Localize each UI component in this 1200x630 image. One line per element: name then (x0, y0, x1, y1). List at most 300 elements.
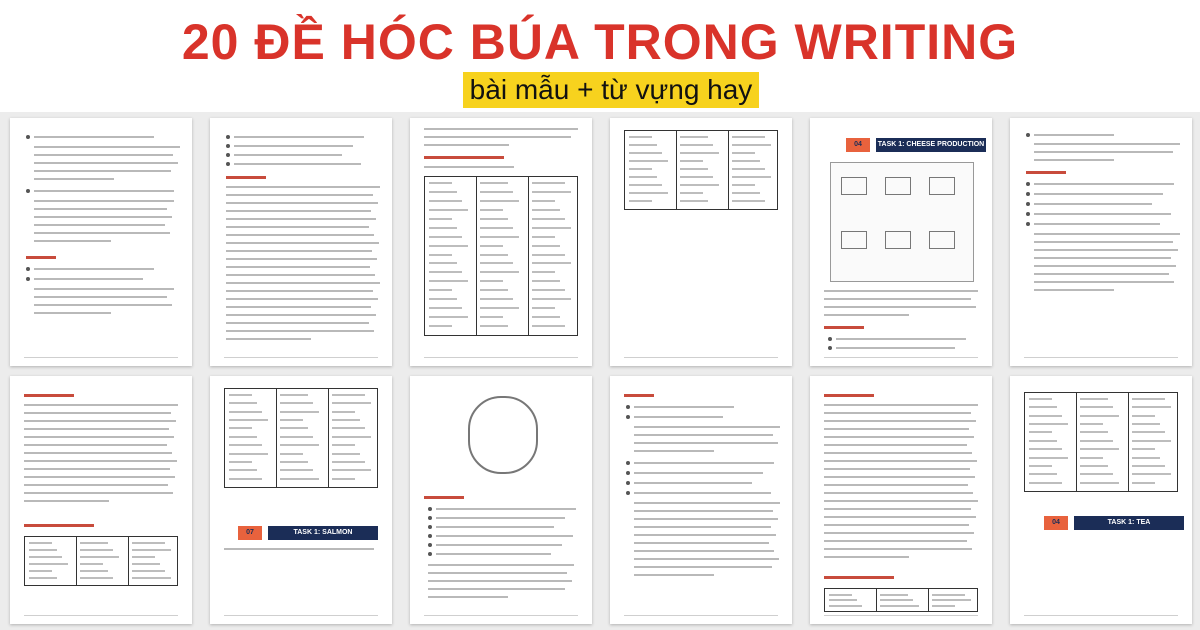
document-page-thumbnail (210, 376, 392, 624)
page-footer-rule (24, 357, 178, 358)
table-cell-text (880, 605, 919, 607)
bullet (428, 507, 432, 511)
text-line (34, 232, 170, 234)
text-line (226, 202, 378, 204)
table-cell-text (1080, 431, 1108, 433)
table-cell-text (429, 227, 457, 229)
diagram-box (929, 231, 955, 249)
table-cell-text (629, 136, 652, 138)
text-line (824, 540, 967, 542)
text-line (634, 574, 714, 576)
table-cell-text (429, 191, 457, 193)
table-cell-text (132, 570, 165, 572)
text-line (24, 436, 174, 438)
text-line (34, 154, 173, 156)
table-cell-text (1029, 448, 1062, 450)
table-cell-text (429, 280, 468, 282)
text-line (34, 296, 167, 298)
text-line (436, 526, 554, 528)
table-cell-text (932, 599, 971, 601)
text-line (226, 322, 369, 324)
table-cell-text (280, 436, 313, 438)
table-cell-text (332, 478, 355, 480)
table-cell-text (1132, 440, 1171, 442)
table-cell-text (629, 160, 668, 162)
text-line (634, 518, 778, 520)
text-line (824, 298, 971, 300)
table-cell-text (1080, 457, 1103, 459)
table-cell-text (480, 182, 508, 184)
text-line (226, 330, 374, 332)
table-cell-text (532, 200, 555, 202)
diagram-box (841, 177, 867, 195)
table-cell-text (532, 245, 560, 247)
table-cell-text (680, 160, 703, 162)
text-line (1034, 257, 1171, 259)
text-line (1034, 159, 1114, 161)
table-cell-text (480, 209, 503, 211)
text-line (34, 190, 174, 192)
text-line (436, 508, 576, 510)
text-line (34, 268, 154, 270)
table-cell-text (680, 136, 708, 138)
table-cell-text (429, 307, 462, 309)
table-cell-text (1080, 465, 1108, 467)
table-cell-text (532, 298, 571, 300)
table-cell-text (480, 254, 508, 256)
text-line (226, 306, 371, 308)
text-line (1034, 249, 1178, 251)
text-line (226, 298, 378, 300)
table-cell-text (429, 236, 462, 238)
table-cell-text (29, 577, 57, 579)
text-line (634, 482, 752, 484)
bullet (1026, 133, 1030, 137)
text-line (424, 156, 504, 159)
table-cell-text (629, 176, 657, 178)
table-cell-text (732, 136, 765, 138)
document-page-thumbnail (1010, 376, 1192, 624)
table-cell-text (532, 191, 571, 193)
table-cell-text (1029, 398, 1052, 400)
table-column-divider (328, 389, 329, 487)
banner-header (0, 0, 1200, 112)
table-cell-text (532, 271, 555, 273)
table-cell-text (480, 227, 513, 229)
text-line (824, 532, 974, 534)
table-cell-text (480, 325, 508, 327)
table-cell-text (332, 427, 365, 429)
diagram-box (885, 231, 911, 249)
table-cell-text (480, 236, 519, 238)
table-cell-text (532, 254, 565, 256)
table-cell-text (532, 289, 565, 291)
page-footer-rule (824, 615, 978, 616)
text-line (634, 558, 779, 560)
table-cell-text (229, 436, 257, 438)
table-cell-text (1029, 431, 1052, 433)
table-cell-text (280, 419, 303, 421)
table-cell-text (732, 144, 771, 146)
table-cell-text (429, 262, 457, 264)
table-cell-text (1080, 423, 1103, 425)
text-line (24, 524, 94, 527)
table-cell-text (1132, 482, 1155, 484)
text-line (24, 468, 170, 470)
document-page-thumbnail (210, 118, 392, 366)
text-line (1034, 193, 1163, 195)
table-cell-text (680, 200, 708, 202)
table-cell-text (532, 182, 565, 184)
text-line (234, 145, 353, 147)
table-cell-text (629, 192, 668, 194)
text-line (824, 428, 969, 430)
text-line (428, 580, 572, 582)
bullet (626, 471, 630, 475)
table-cell-text (29, 556, 62, 558)
text-line (634, 542, 769, 544)
vocab-table (24, 536, 178, 586)
text-line (226, 210, 371, 212)
text-line (634, 462, 774, 464)
bullet (428, 543, 432, 547)
bullet (828, 346, 832, 350)
subtitle-highlight: bài mẫu + từ vựng hay (463, 72, 759, 108)
table-cell-text (829, 594, 852, 596)
table-cell-text (132, 542, 165, 544)
text-line (1034, 265, 1176, 267)
text-line (424, 496, 464, 499)
text-line (824, 468, 970, 470)
table-cell-text (29, 570, 52, 572)
text-line (824, 556, 909, 558)
vocab-table (224, 388, 378, 488)
task-heading: TASK 1: SALMON (268, 526, 378, 540)
table-cell-text (229, 394, 252, 396)
text-line (824, 314, 909, 316)
text-line (1034, 223, 1160, 225)
bullet (226, 153, 230, 157)
table-cell-text (29, 563, 68, 565)
text-line (34, 312, 111, 314)
document-page-thumbnail (10, 118, 192, 366)
vocab-table (424, 176, 578, 336)
table-cell-text (80, 556, 119, 558)
table-cell-text (1080, 448, 1119, 450)
table-column-divider (876, 589, 877, 611)
bullet (226, 144, 230, 148)
bullet (226, 162, 230, 166)
text-line (34, 240, 111, 242)
table-cell-text (880, 599, 913, 601)
table-cell-text (29, 549, 57, 551)
text-line (634, 510, 773, 512)
table-cell-text (1132, 448, 1155, 450)
table-cell-text (1029, 457, 1068, 459)
task-heading: TASK 1: CHEESE PRODUCTION (876, 138, 986, 152)
text-line (226, 176, 266, 179)
main-title: 20 ĐỀ HÓC BÚA TRONG WRITING (181, 14, 1019, 70)
table-cell-text (280, 411, 319, 413)
text-line (34, 136, 154, 138)
table-cell-text (629, 184, 662, 186)
diagram-box (841, 231, 867, 249)
text-line (824, 290, 978, 292)
vocab-table (1024, 392, 1178, 492)
text-line (824, 548, 972, 550)
task-number: 04 (846, 138, 870, 152)
table-cell-text (1080, 473, 1113, 475)
bullet (1026, 222, 1030, 226)
text-line (226, 338, 311, 340)
text-line (824, 306, 976, 308)
table-cell-text (80, 549, 113, 551)
bullet (26, 135, 30, 139)
table-cell-text (1132, 457, 1160, 459)
text-line (1034, 203, 1152, 205)
table-cell-text (532, 307, 555, 309)
text-line (226, 186, 380, 188)
text-line (34, 200, 174, 202)
table-cell-text (480, 200, 519, 202)
table-column-divider (276, 389, 277, 487)
text-line (634, 406, 734, 408)
text-line (24, 420, 176, 422)
text-line (824, 524, 969, 526)
text-line (226, 266, 370, 268)
table-cell-text (532, 262, 571, 264)
table-cell-text (732, 160, 760, 162)
table-column-divider (528, 177, 529, 335)
bullet (428, 516, 432, 520)
text-line (1034, 183, 1174, 185)
text-line (634, 492, 771, 494)
text-line (836, 338, 966, 340)
table-cell-text (1080, 440, 1113, 442)
table-cell-text (332, 419, 360, 421)
page-footer-rule (824, 357, 978, 358)
task-number: 07 (238, 526, 262, 540)
table-cell-text (532, 280, 560, 282)
text-line (824, 412, 971, 414)
text-line (634, 502, 780, 504)
table-cell-text (280, 453, 303, 455)
document-page-thumbnail (810, 376, 992, 624)
text-line (226, 274, 375, 276)
page-footer-rule (224, 615, 378, 616)
text-line (34, 216, 172, 218)
text-line (34, 224, 165, 226)
table-cell-text (732, 200, 765, 202)
text-line (234, 136, 364, 138)
table-cell-text (480, 262, 513, 264)
text-line (836, 347, 955, 349)
text-line (226, 250, 372, 252)
vocab-table (624, 130, 778, 210)
text-line (424, 166, 514, 168)
table-cell-text (332, 436, 371, 438)
text-line (634, 450, 714, 452)
table-cell-text (229, 444, 262, 446)
text-line (234, 163, 361, 165)
bullet (26, 277, 30, 281)
table-cell-text (1080, 415, 1119, 417)
bullet (1026, 202, 1030, 206)
page-footer-rule (24, 615, 178, 616)
text-line (226, 234, 374, 236)
bullet (428, 552, 432, 556)
table-cell-text (1132, 406, 1171, 408)
text-line (24, 444, 167, 446)
table-cell-text (280, 444, 319, 446)
text-line (1034, 273, 1169, 275)
bullet (626, 481, 630, 485)
table-cell-text (229, 427, 252, 429)
table-cell-text (429, 218, 452, 220)
table-column-divider (676, 131, 677, 209)
table-cell-text (932, 594, 965, 596)
bullet (1026, 212, 1030, 216)
text-line (824, 326, 864, 329)
text-line (436, 517, 565, 519)
bullet (1026, 182, 1030, 186)
page-footer-rule (1024, 615, 1178, 616)
page-footer-rule (424, 615, 578, 616)
page-footer-rule (624, 615, 778, 616)
bullet (626, 405, 630, 409)
table-cell-text (429, 245, 468, 247)
table-cell-text (480, 245, 503, 247)
text-line (634, 442, 778, 444)
table-cell-text (229, 461, 252, 463)
text-line (634, 550, 774, 552)
table-cell-text (732, 192, 760, 194)
text-line (34, 162, 178, 164)
text-line (424, 144, 509, 146)
text-line (624, 394, 654, 397)
process-diagram (830, 162, 974, 282)
table-column-divider (76, 537, 77, 585)
table-cell-text (1080, 398, 1108, 400)
table-column-divider (128, 537, 129, 585)
table-cell-text (932, 605, 955, 607)
table-cell-text (680, 152, 719, 154)
table-cell-text (429, 316, 468, 318)
page-footer-rule (1024, 357, 1178, 358)
text-line (226, 290, 373, 292)
text-line (824, 420, 976, 422)
table-cell-text (680, 192, 703, 194)
bullet (1026, 192, 1030, 196)
table-cell-text (629, 168, 652, 170)
text-line (226, 282, 380, 284)
text-line (1034, 241, 1173, 243)
text-line (824, 436, 974, 438)
table-cell-text (332, 444, 355, 446)
text-line (1034, 151, 1173, 153)
table-cell-text (1029, 415, 1062, 417)
page-footer-rule (224, 357, 378, 358)
table-cell-text (480, 307, 519, 309)
document-page-thumbnail (610, 118, 792, 366)
table-cell-text (29, 542, 52, 544)
table-cell-text (132, 577, 171, 579)
table-cell-text (132, 549, 171, 551)
document-page-thumbnail (410, 376, 592, 624)
table-cell-text (480, 298, 513, 300)
text-line (428, 572, 567, 574)
table-cell-text (732, 184, 755, 186)
table-cell-text (480, 271, 519, 273)
text-line (634, 434, 773, 436)
table-cell-text (532, 209, 560, 211)
bullet (828, 337, 832, 341)
table-cell-text (532, 227, 571, 229)
text-line (424, 136, 571, 138)
text-line (34, 146, 180, 148)
table-cell-text (532, 325, 565, 327)
table-column-divider (1076, 393, 1077, 491)
table-cell-text (1029, 406, 1057, 408)
table-cell-text (229, 402, 257, 404)
table-cell-text (280, 427, 308, 429)
table-cell-text (332, 402, 371, 404)
text-line (226, 258, 377, 260)
table-cell-text (1080, 482, 1119, 484)
table-cell-text (429, 325, 452, 327)
table-cell-text (629, 152, 662, 154)
text-line (428, 596, 508, 598)
text-line (224, 548, 374, 550)
table-cell-text (80, 563, 103, 565)
bullet (26, 267, 30, 271)
text-line (824, 476, 975, 478)
text-line (824, 500, 978, 502)
table-cell-text (732, 152, 755, 154)
text-line (1034, 233, 1180, 235)
table-cell-text (829, 605, 862, 607)
text-line (34, 208, 167, 210)
text-line (436, 553, 551, 555)
text-line (824, 484, 968, 486)
table-cell-text (1029, 440, 1057, 442)
table-cell-text (629, 200, 652, 202)
table-cell-text (229, 469, 257, 471)
text-line (428, 564, 574, 566)
table-cell-text (1132, 415, 1155, 417)
table-column-divider (928, 589, 929, 611)
text-line (424, 128, 578, 130)
text-line (634, 426, 780, 428)
table-cell-text (80, 542, 108, 544)
table-cell-text (829, 599, 857, 601)
table-cell-text (332, 469, 371, 471)
text-line (1034, 143, 1180, 145)
table-column-divider (476, 177, 477, 335)
text-line (226, 242, 379, 244)
table-cell-text (80, 577, 113, 579)
table-cell-text (1029, 465, 1052, 467)
task-number: 04 (1044, 516, 1068, 530)
table-cell-text (332, 461, 365, 463)
text-line (24, 394, 74, 397)
text-line (634, 416, 723, 418)
text-line (634, 566, 772, 568)
table-cell-text (429, 209, 468, 211)
text-line (824, 444, 967, 446)
text-line (24, 412, 171, 414)
text-line (1034, 281, 1174, 283)
